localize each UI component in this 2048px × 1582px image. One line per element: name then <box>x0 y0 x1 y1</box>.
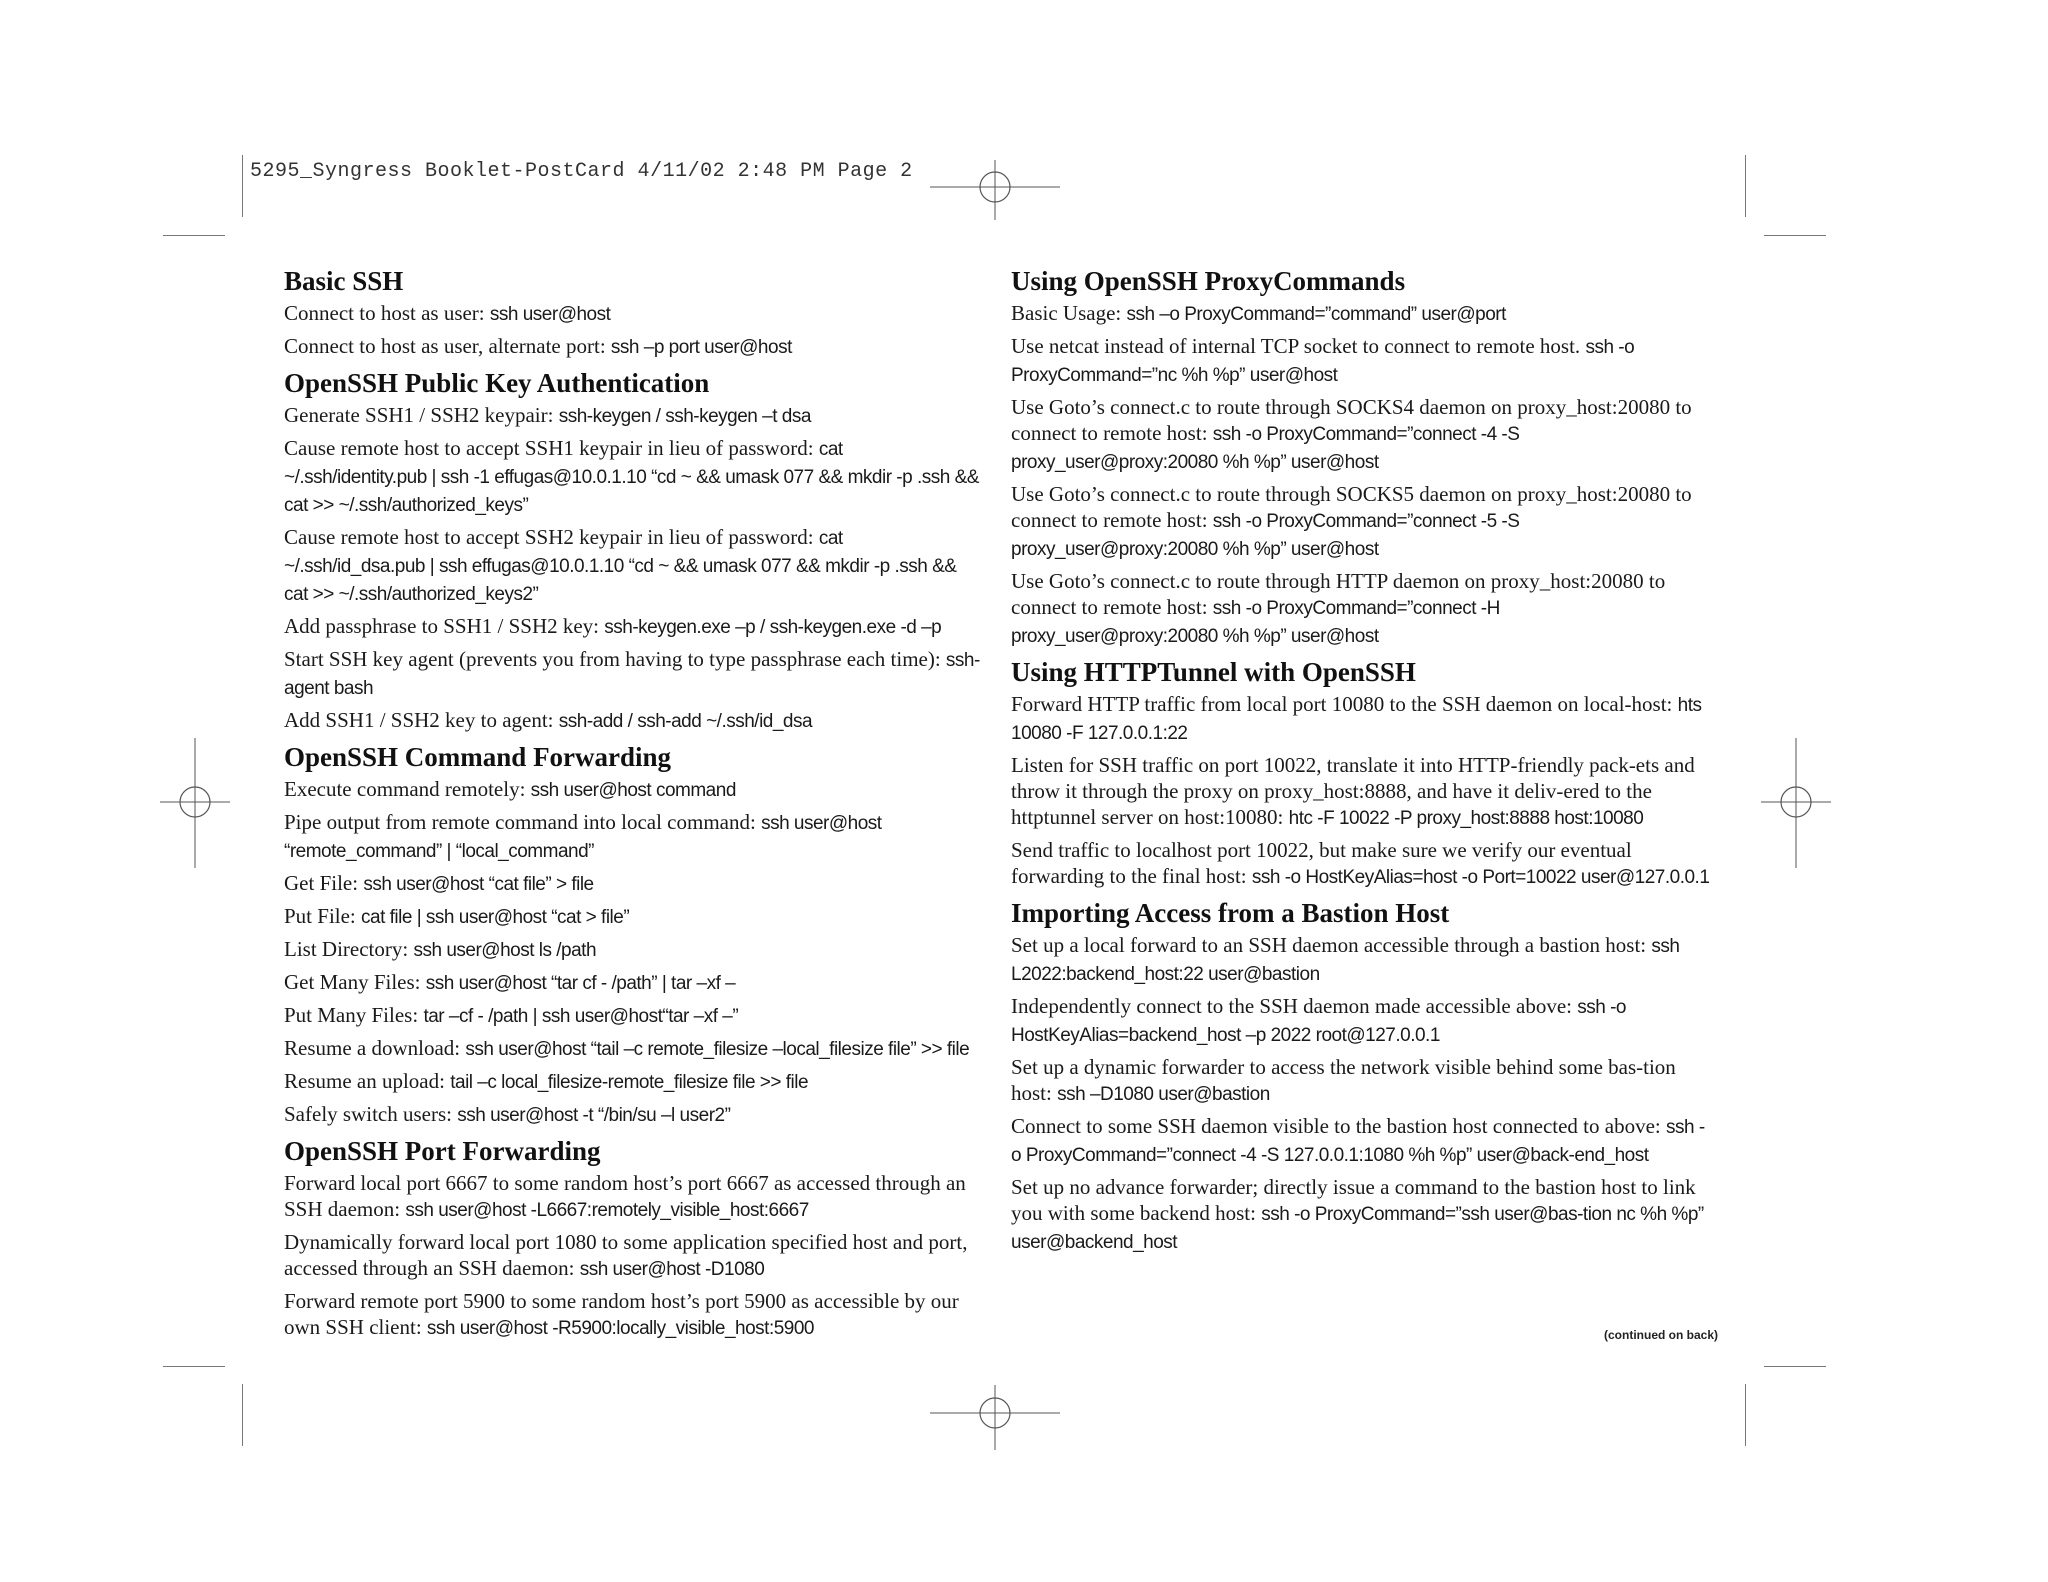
command-entry: Send traffic to localhost port 10022, but make sure we verify our eventual forwarding to the final host: ssh -o HostKeyAlias=host -o Port=10022 user@127.0.0.1 <box>1011 838 1710 888</box>
registration-mark-top-icon <box>930 160 1060 230</box>
command-entry: Put File: cat file | ssh user@host “cat > file” <box>284 904 630 928</box>
command-text: ssh -o ProxyCommand=”connect -5 -S proxy_user@proxy:20080 %h %p” user@host <box>1011 511 1520 560</box>
section-heading: Basic SSH <box>284 266 404 296</box>
command-text: ssh user@host “tail –c remote_filesize –local_filesize file” >> file <box>465 1039 970 1060</box>
registration-mark-bottom-icon <box>930 1380 1060 1450</box>
crop-mark-top-left-vertical <box>242 155 243 217</box>
command-text: ssh user@host -L6667:remotely_visible_host:6667 <box>405 1200 809 1221</box>
continued-note: (continued on back) <box>1604 1328 1718 1342</box>
command-text: tail –c local_filesize-remote_filesize file >> file <box>450 1072 809 1093</box>
command-text: ssh user@host command <box>530 780 736 801</box>
command-text: ssh -o ProxyCommand=”nc %h %p” user@host <box>1011 337 1635 386</box>
section-proxycommands <box>1011 265 1711 650</box>
command-text: ssh -o ProxyCommand=”connect -4 -S 127.0.0.1:1080 %h %p” user@back-end_host <box>1011 1117 1705 1166</box>
command-entry: Connect to some SSH daemon visible to the bastion host connected to above: ssh -o ProxyCommand=”connect -4 -S 127.0.0.1:1080 %h %p” user@back-end_host <box>1011 1114 1705 1166</box>
command-entry: Add SSH1 / SSH2 key to agent: ssh-add / ssh-add ~/.ssh/id_dsa <box>284 708 813 732</box>
command-text: ssh-add / ssh-add ~/.ssh/id_dsa <box>558 711 813 732</box>
section-heading: Using HTTPTunnel with OpenSSH <box>1011 657 1416 687</box>
command-entry: Put Many Files: tar –cf - /path | ssh user@host“tar –xf –” <box>284 1003 739 1027</box>
command-entry: Forward HTTP traffic from local port 10080 to the SSH daemon on local-host: hts 10080 -F 127.0.0.1:22 <box>1011 692 1702 744</box>
command-entry: Dynamically forward local port 1080 to some application specified host and port, accessed through an SSH daemon: ssh user@host -D1080 <box>284 1230 968 1280</box>
registration-mark-left-icon <box>160 738 230 868</box>
section-heading: OpenSSH Command Forwarding <box>284 742 672 772</box>
command-entry: Use netcat instead of internal TCP socket to connect to remote host. ssh -o ProxyCommand=”nc %h %p” user@host <box>1011 334 1635 386</box>
command-entry: Get Many Files: ssh user@host “tar cf - /path” | tar –xf – <box>284 970 736 994</box>
section-heading: OpenSSH Port Forwarding <box>284 1136 601 1166</box>
crop-mark-top-right-vertical <box>1745 155 1746 217</box>
command-text: ssh user@host “tar cf - /path” | tar –xf – <box>425 973 736 994</box>
command-entry: Safely switch users: ssh user@host -t “/bin/su –l user2” <box>284 1102 731 1126</box>
command-text: hts 10080 -F 127.0.0.1:22 <box>1011 695 1702 744</box>
command-text: cat ~/.ssh/identity.pub | ssh -1 effugas@10.0.1.10 “cd ~ && umask 077 && mkdir -p .ssh && cat >> ~/.ssh/authorized_keys” <box>284 439 979 516</box>
printer-slug: 5295_Syngress Booklet-PostCard 4/11/02 2:48 PM Page 2 <box>250 160 913 183</box>
section-basic-ssh <box>284 265 984 361</box>
command-text: ssh user@host -D1080 <box>579 1259 765 1280</box>
command-text: ssh user@host -R5900:locally_visible_host:5900 <box>426 1318 814 1339</box>
command-text: cat file | ssh user@host “cat > file” <box>361 907 630 928</box>
command-text: ssh -o ProxyCommand=”connect -4 -S proxy_user@proxy:20080 %h %p” user@host <box>1011 424 1520 473</box>
command-entry: Pipe output from remote command into local command: ssh user@host “remote_command” | “local_command” <box>284 810 882 862</box>
section-public-key-auth <box>284 367 984 735</box>
command-entry: Use Goto’s connect.c to route through SOCKS4 daemon on proxy_host:20080 to connect to remote host: ssh -o ProxyCommand=”connect -4 -S proxy_user@proxy:20080 %h %p” user@host <box>1011 395 1692 473</box>
command-text: ssh –o ProxyCommand=”command” user@port <box>1126 304 1506 325</box>
command-text: ssh-keygen.exe –p / ssh-keygen.exe -d –p <box>604 617 942 638</box>
section-heading: Importing Access from a Bastion Host <box>1011 898 1450 928</box>
section-port-forwarding <box>284 1135 984 1342</box>
command-text: ssh –p port user@host <box>610 337 792 358</box>
command-text: ssh user@host -t “/bin/su –l user2” <box>457 1105 731 1126</box>
command-entry: Execute command remotely: ssh user@host command <box>284 777 736 801</box>
command-entry: Forward remote port 5900 to some random host’s port 5900 as accessible by our own SSH client: ssh user@host -R5900:locally_visible_host:5900 <box>284 1289 959 1339</box>
command-entry: Cause remote host to accept SSH2 keypair in lieu of password: cat ~/.ssh/id_dsa.pub | ssh effugas@10.0.1.10 “cd ~ && umask 077 && mkdir -p .ssh && cat >> ~/.ssh/authorized_keys2” <box>284 525 957 605</box>
command-text: ssh user@host ls /path <box>413 940 597 961</box>
command-entry: Set up a local forward to an SSH daemon accessible through a bastion host: ssh L2022:backend_host:22 user@bastion <box>1011 933 1680 985</box>
crop-mark-bottom-left-horizontal <box>163 1366 225 1367</box>
crop-mark-bottom-right-horizontal <box>1764 1366 1826 1367</box>
command-entry: Use Goto’s connect.c to route through HTTP daemon on proxy_host:20080 to connect to remote host: ssh -o ProxyCommand=”connect -H proxy_user@proxy:20080 %h %p” user@host <box>1011 569 1666 647</box>
command-entry: Resume an upload: tail –c local_filesize-remote_filesize file >> file <box>284 1069 809 1093</box>
command-entry: Forward local port 6667 to some random host’s port 6667 as accessed through an SSH daemon: ssh user@host -L6667:remotely_visible_host:6667 <box>284 1171 966 1221</box>
command-text: ssh user@host “cat file” > file <box>363 874 594 895</box>
command-entry: Generate SSH1 / SSH2 keypair: ssh-keygen / ssh-keygen –t dsa <box>284 403 811 427</box>
section-command-forwarding <box>284 741 984 1129</box>
crop-mark-bottom-right-vertical <box>1745 1384 1746 1446</box>
command-text: ssh –D1080 user@bastion <box>1057 1084 1270 1105</box>
command-entry: Add passphrase to SSH1 / SSH2 key: ssh-keygen.exe –p / ssh-keygen.exe -d –p <box>284 614 942 638</box>
crop-mark-top-right-horizontal <box>1764 235 1826 236</box>
command-entry: Basic Usage: ssh –o ProxyCommand=”command” user@port <box>1011 301 1506 325</box>
command-entry: Connect to host as user: ssh user@host <box>284 301 611 325</box>
command-text: ssh -o HostKeyAlias=host -o Port=10022 user@127.0.0.1 <box>1251 867 1710 888</box>
command-entry: Resume a download: ssh user@host “tail –c remote_filesize –local_filesize file” >> file <box>284 1036 970 1060</box>
command-text: tar –cf - /path | ssh user@host“tar –xf –” <box>423 1006 739 1027</box>
command-entry: Get File: ssh user@host “cat file” > file <box>284 871 594 895</box>
section-heading: Using OpenSSH ProxyCommands <box>1011 266 1406 296</box>
command-entry: Cause remote host to accept SSH1 keypair in lieu of password: cat ~/.ssh/identity.pub | ssh -1 effugas@10.0.1.10 “cd ~ && umask 077 && mkdir -p .ssh && cat >> ~/.ssh/authorized_keys” <box>284 436 979 516</box>
command-text: ssh user@host <box>489 304 611 325</box>
command-text: ssh-agent bash <box>284 650 980 699</box>
section-bastion-host <box>1011 897 1711 1256</box>
command-text: ssh-keygen / ssh-keygen –t dsa <box>558 406 811 427</box>
registration-mark-right-icon <box>1761 738 1831 868</box>
command-entry: Connect to host as user, alternate port: ssh –p port user@host <box>284 334 792 358</box>
command-text: ssh user@host “remote_command” | “local_command” <box>284 813 882 862</box>
command-entry: List Directory: ssh user@host ls /path <box>284 937 597 961</box>
command-entry: Start SSH key agent (prevents you from having to type passphrase each time): ssh-agent bash <box>284 647 980 699</box>
command-entry: Use Goto’s connect.c to route through SOCKS5 daemon on proxy_host:20080 to connect to remote host: ssh -o ProxyCommand=”connect -5 -S proxy_user@proxy:20080 %h %p” user@host <box>1011 482 1692 560</box>
section-heading: OpenSSH Public Key Authentication <box>284 368 710 398</box>
left-column <box>284 265 984 1348</box>
crop-mark-top-left-horizontal <box>163 235 225 236</box>
command-entry: Set up a dynamic forwarder to access the network visible behind some bas-tion host: ssh –D1080 user@bastion <box>1011 1055 1676 1105</box>
command-text: ssh -o ProxyCommand=”connect -H proxy_user@proxy:20080 %h %p” user@host <box>1011 598 1500 647</box>
command-text: ssh L2022:backend_host:22 user@bastion <box>1011 936 1680 985</box>
command-text: htc -F 10022 -P proxy_host:8888 host:10080 <box>1288 808 1644 829</box>
command-text: ssh -o HostKeyAlias=backend_host –p 2022 root@127.0.0.1 <box>1011 997 1626 1046</box>
command-text: ssh -o ProxyCommand=”ssh user@bas-tion nc %h %p” user@backend_host <box>1011 1204 1704 1253</box>
command-text: cat ~/.ssh/id_dsa.pub | ssh effugas@10.0.1.10 “cd ~ && umask 077 && mkdir -p .ssh && cat >> ~/.ssh/authorized_keys2” <box>284 528 957 605</box>
section-httptunnel <box>1011 656 1711 891</box>
command-entry: Set up no advance forwarder; directly issue a command to the bastion host to link you with some backend host: ssh -o ProxyCommand=”ssh user@bas-tion nc %h %p” user@backend_host <box>1011 1175 1704 1253</box>
crop-mark-bottom-left-vertical <box>242 1384 243 1446</box>
command-entry: Independently connect to the SSH daemon made accessible above: ssh -o HostKeyAlias=backend_host –p 2022 root@127.0.0.1 <box>1011 994 1626 1046</box>
right-column <box>1011 265 1711 1262</box>
command-entry: Listen for SSH traffic on port 10022, translate it into HTTP-friendly pack-ets and throw it through the proxy on proxy_host:8888, and have it deliv-ered to the httptunnel server on host:10080: htc -F 10022 -P proxy_host:8888 host:10080 <box>1011 753 1695 829</box>
